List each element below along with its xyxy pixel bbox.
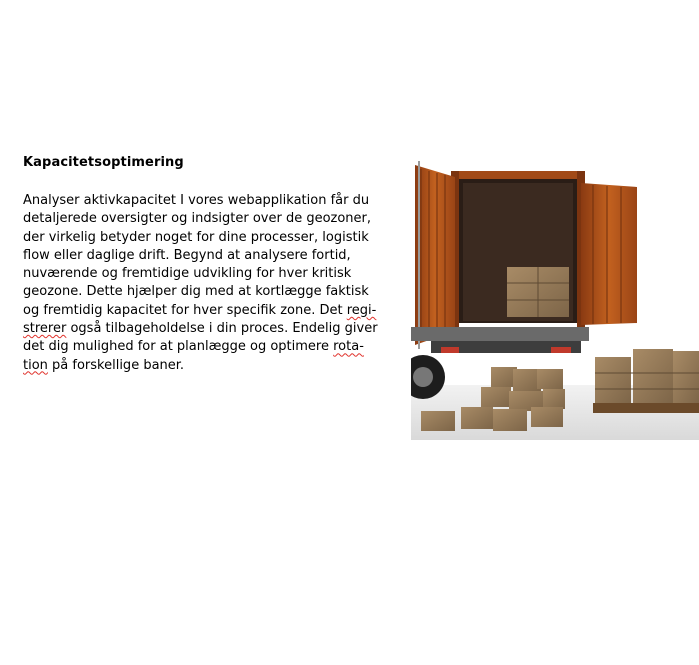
text-run: på forskellige baner.	[47, 357, 185, 373]
paragraph-line	[23, 265, 398, 283]
misspelled-word: strerer	[23, 321, 67, 337]
misspelled-word: rota-	[333, 339, 364, 355]
paragraph-line	[23, 357, 398, 375]
truck-container-illustration	[411, 155, 699, 440]
misspelled-word: regi-	[346, 302, 377, 318]
paragraph-line	[23, 338, 398, 356]
text-run: det dig mulighed for at planlægge og optimere	[23, 339, 334, 355]
paragraph-line	[23, 302, 398, 320]
paragraph-line	[23, 210, 398, 228]
section-heading: Kapacitetsoptimering	[23, 155, 184, 170]
paragraph-line	[23, 229, 398, 247]
text-run: Analyser aktivkapacitet I vores webapplikation får du	[23, 193, 370, 208]
text-run: flow eller daglige drift. Begynd at analysere fortid,	[23, 247, 351, 263]
misspelled-word: tion	[23, 357, 48, 373]
paragraph-line	[23, 247, 398, 265]
text-run: der virkelig betyder noget for dine processer, logistik	[23, 229, 369, 245]
body-paragraph	[23, 192, 398, 375]
paragraph-line	[23, 192, 398, 210]
text-run: og fremtidig kapacitet for hver specifik zone. Det	[23, 302, 347, 318]
text-run: geozone. Dette hjælper dig med at kortlægge faktisk	[23, 284, 369, 300]
paragraph-line	[23, 320, 398, 338]
paragraph-line	[23, 283, 398, 301]
text-run: nuværende og fremtidige udvikling for hver kritisk	[23, 266, 352, 282]
text-run: også tilbageholdelse i din proces. Endelig giver	[66, 321, 378, 337]
text-run: detaljerede oversigter og indsigter over de geozoner,	[23, 211, 372, 227]
